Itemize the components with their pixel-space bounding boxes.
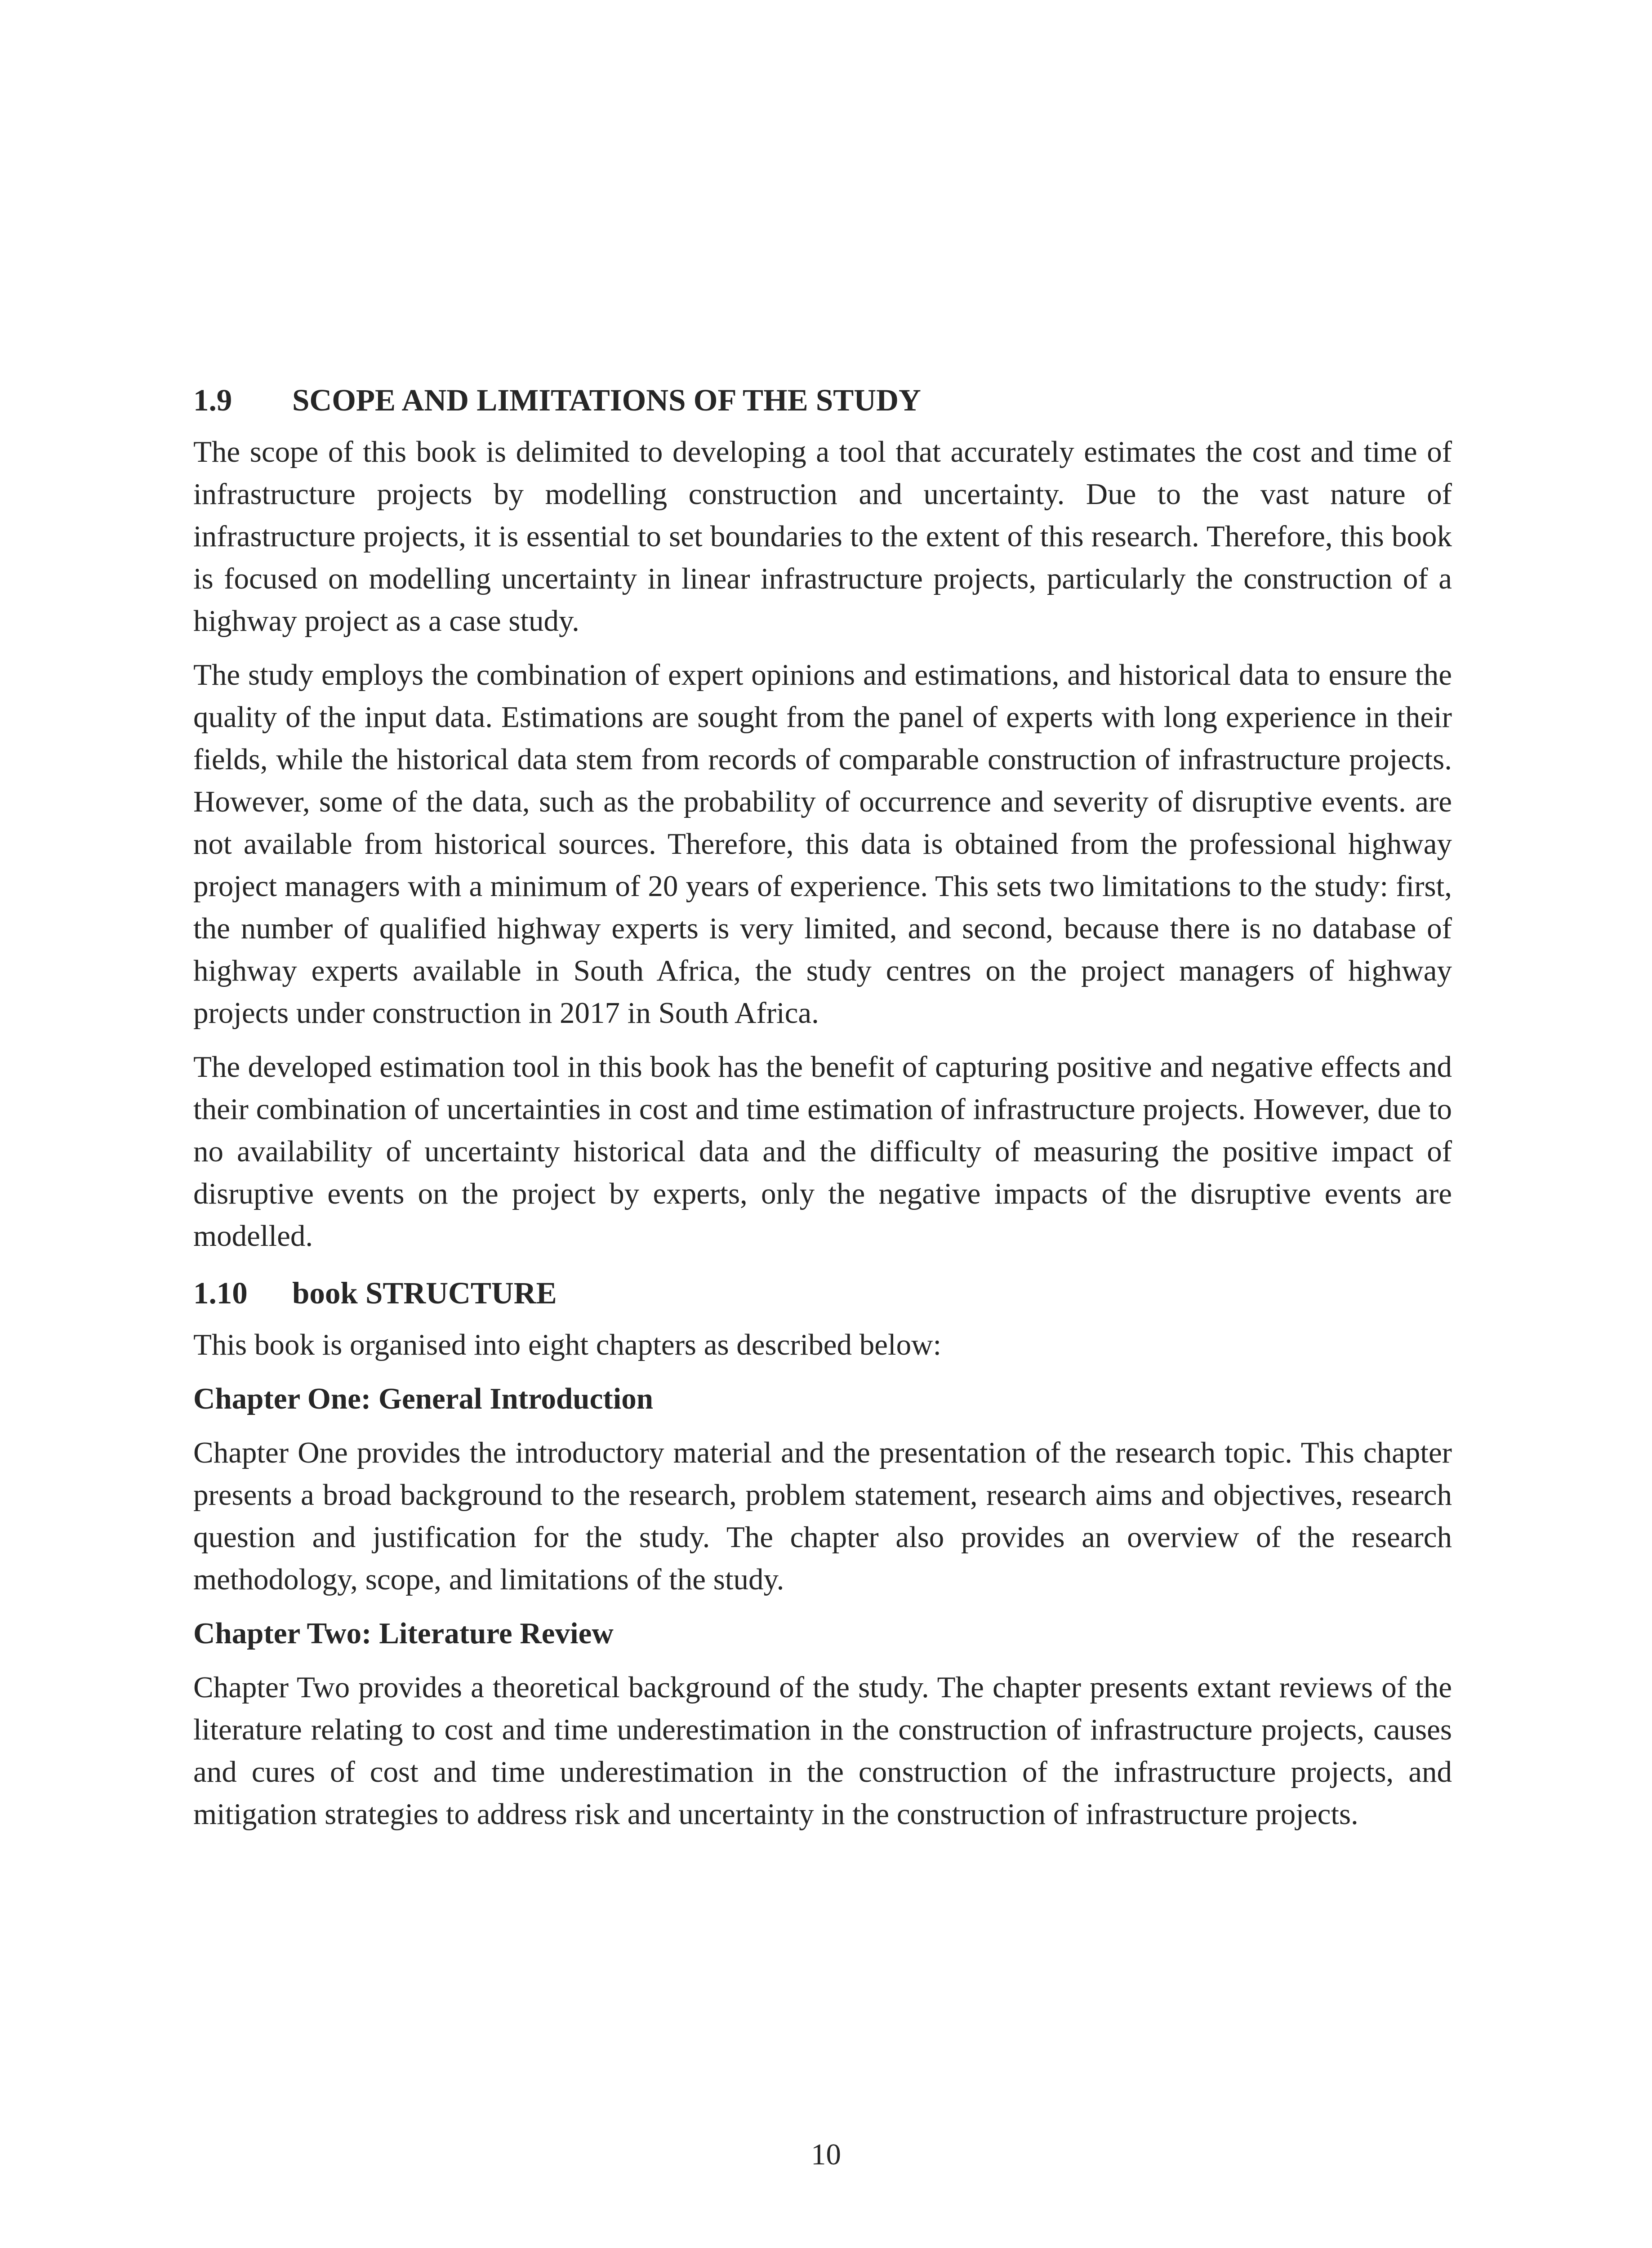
section-number: 1.9 <box>193 383 232 417</box>
structure-intro: This book is organised into eight chapters as described below: <box>193 1328 942 1361</box>
scope-paragraph-2: The study employs the combination of expert opinions and estimations, and historical data to ensure the quality of the input data. Estimations are sought from the panel of experts with long experience in their fields, while the historical data stem from records of comparable construction of infrastructure projects. However, some of the data, such as the probability of occurrence and severity of disruptive events. are not available from historical sources. Therefore, this data is obtained from the professional highway project managers with a minimum of 20 years of experience. This sets two limitations to the study: first, the number of qualified highway experts is very limited, and second, because there is no database of highway experts available in South Africa, the study centres on the project managers of highway projects under construction in 2017 in South Africa. <box>193 658 1452 1030</box>
section-heading-1-9 <box>193 379 1452 422</box>
section-title: book STRUCTURE <box>292 1276 557 1310</box>
chapter-one-paragraph: Chapter One provides the introductory material and the presentation of the research topic. This chapter presents a broad background to the research, problem statement, research aims and objectives, research question and justification for the study. The chapter also provides an overview of the research methodology, scope, and limitations of the study. <box>193 1436 1452 1596</box>
section-number: 1.10 <box>193 1276 248 1310</box>
chapter-two-heading: Chapter Two: Literature Review <box>193 1617 614 1650</box>
section-title: SCOPE AND LIMITATIONS OF THE STUDY <box>292 383 921 417</box>
chapter-one-heading: Chapter One: General Introduction <box>193 1382 653 1415</box>
scope-paragraph-3: The developed estimation tool in this book has the benefit of capturing positive and negative effects and their combination of uncertainties in cost and time estimation of infrastructure projects. However, due to no availability of uncertainty historical data and the difficulty of measuring the positive impact of disruptive events on the project by experts, only the negative impacts of the disruptive events are modelled. <box>193 1050 1452 1253</box>
chapter-two-paragraph: Chapter Two provides a theoretical background of the study. The chapter presents extant reviews of the literature relating to cost and time underestimation in the construction of infrastructure projects, causes and cures of cost and time underestimation in the construction of the infrastructure projects, and mitigation strategies to address risk and uncertainty in the construction of infrastructure projects. <box>193 1671 1452 1831</box>
page-number: 10 <box>811 2138 841 2171</box>
scope-paragraph-1: The scope of this book is delimited to developing a tool that accurately estimates the cost and time of infrastructure projects by modelling construction and uncertainty. Due to the vast nature of infrastructure projects, it is essential to set boundaries to the extent of this research. Therefore, this book is focused on modelling uncertainty in linear infrastructure projects, particularly the construction of a highway project as a case study. <box>193 435 1452 638</box>
section-heading-1-10 <box>193 1271 1452 1315</box>
page-content <box>193 379 1452 1847</box>
